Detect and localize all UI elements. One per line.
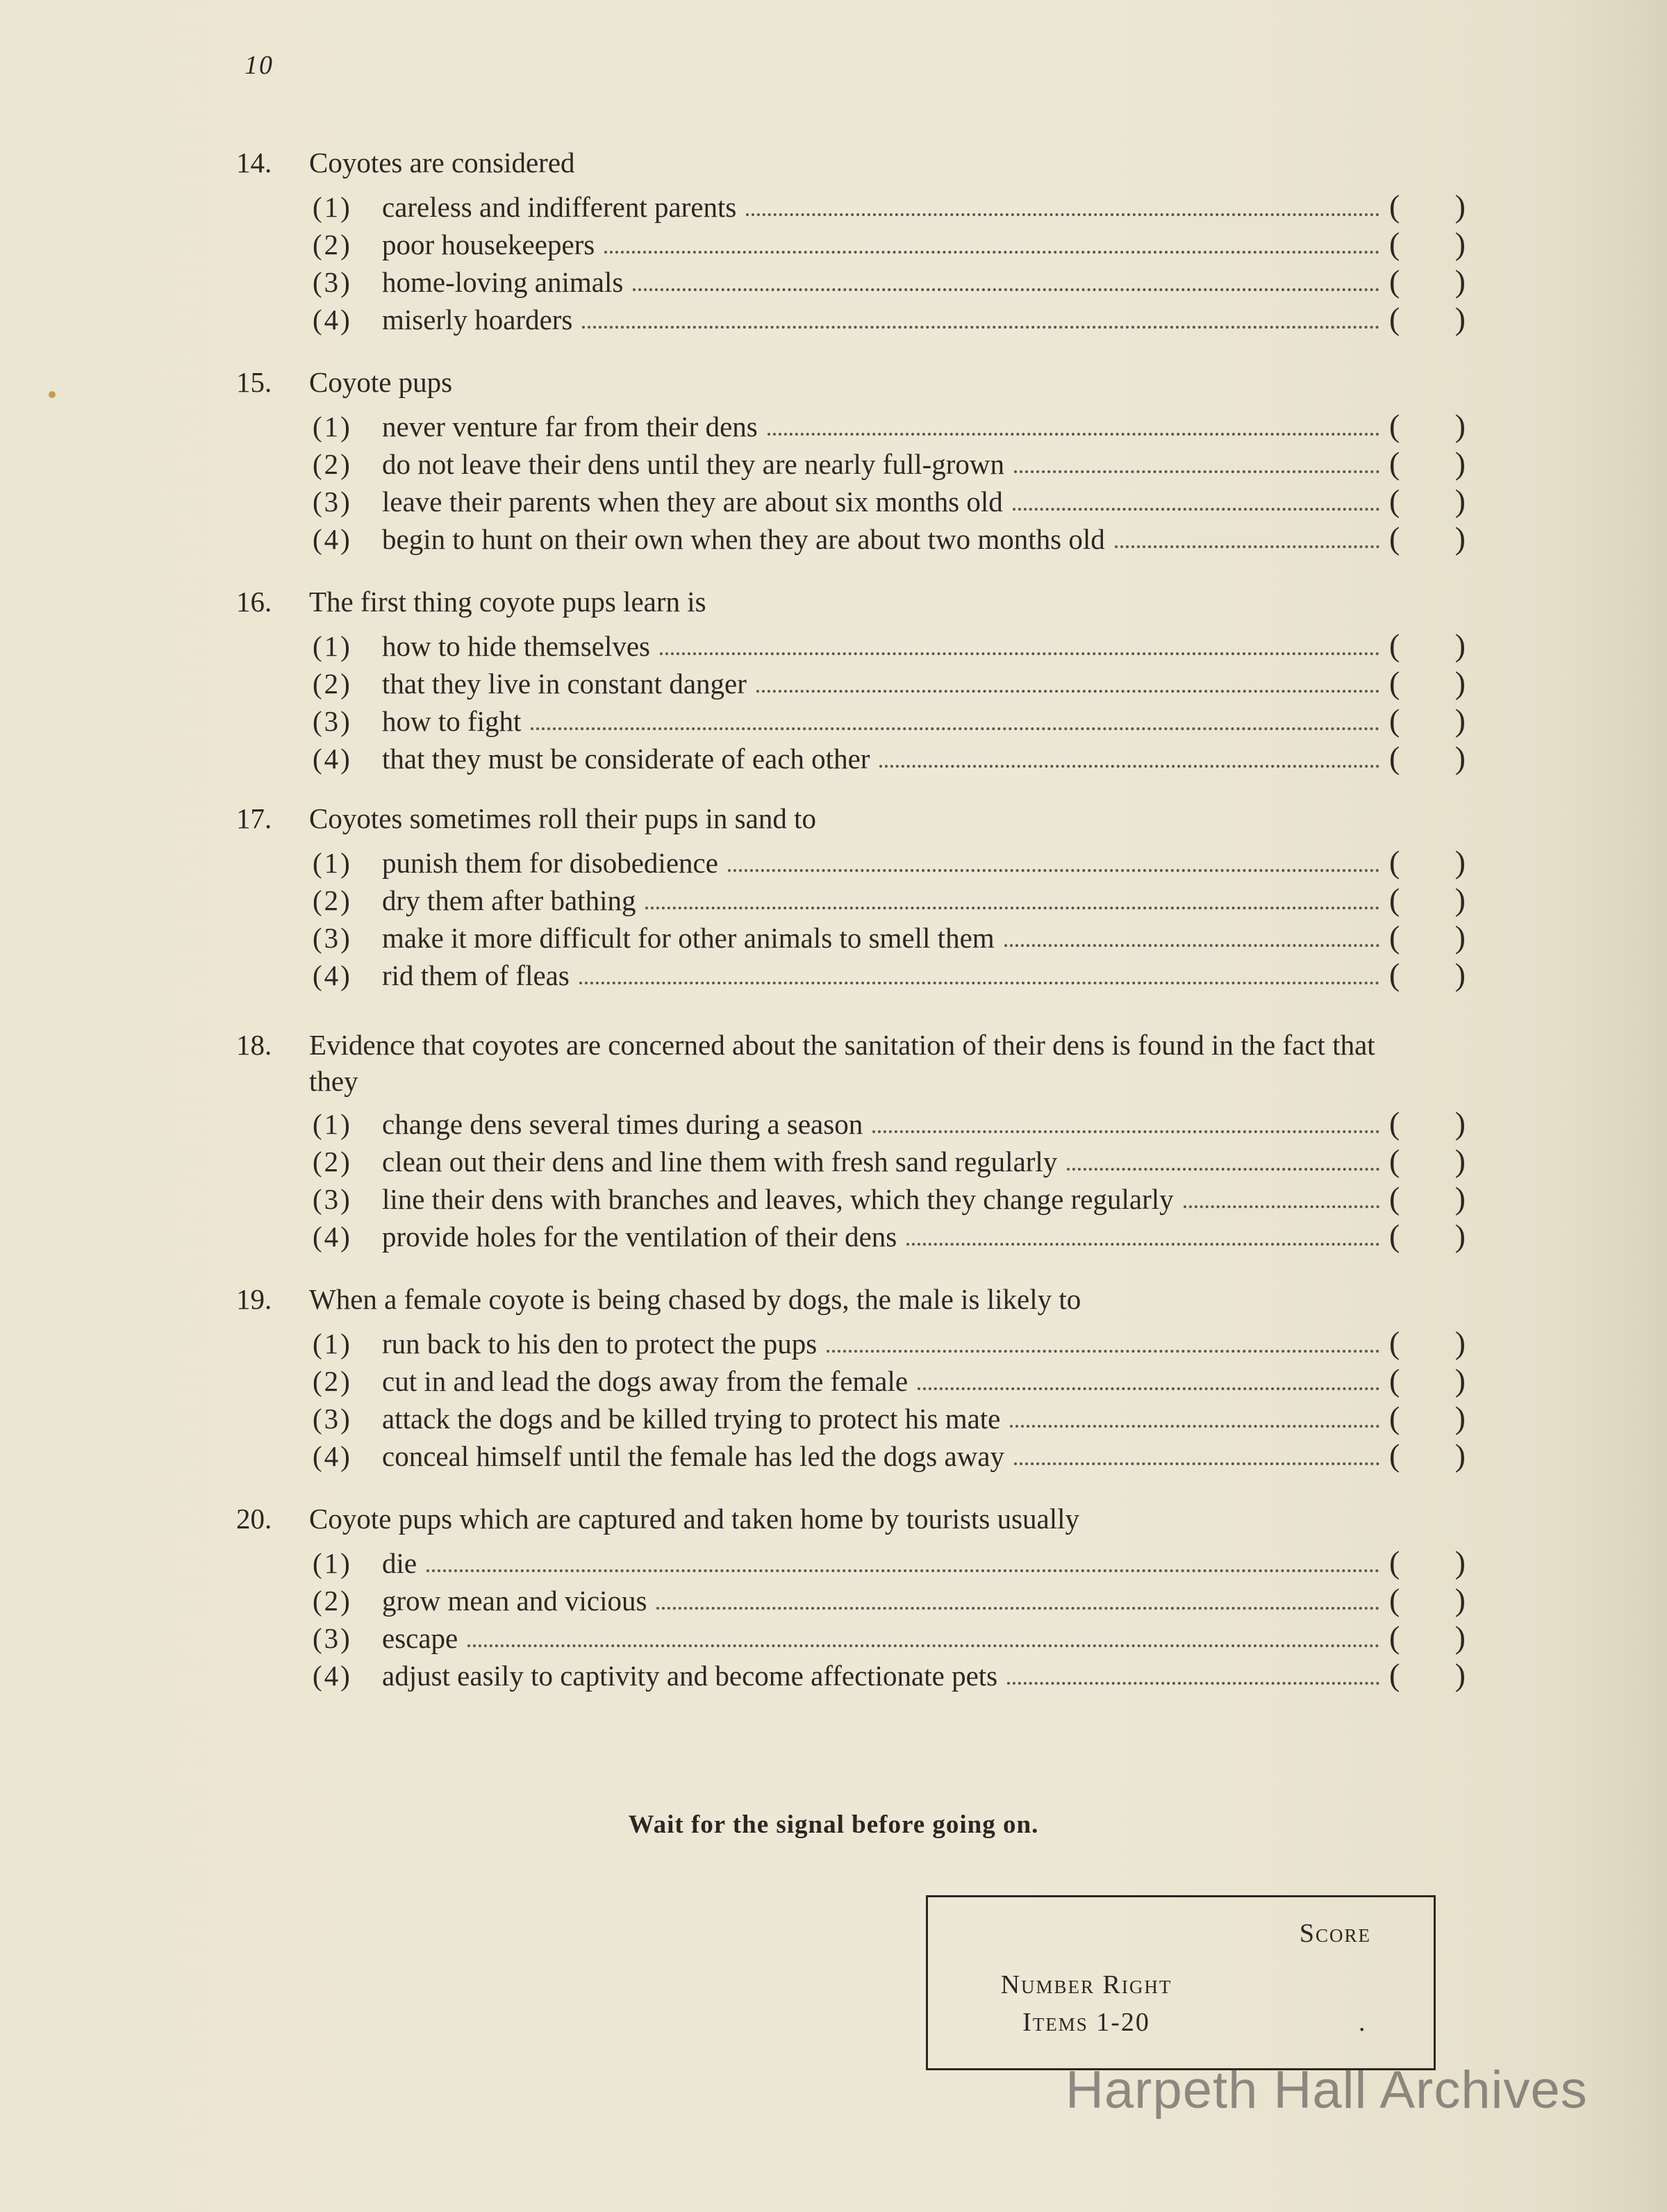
option-label: (1): [313, 411, 352, 443]
option-text: how to hide themselves: [382, 630, 651, 662]
answer-blank[interactable]: ( ): [1389, 263, 1466, 299]
option-row[interactable]: [313, 1105, 1466, 1142]
dot-leader: [1014, 1462, 1379, 1465]
dot-leader: [768, 433, 1379, 436]
option-row[interactable]: [313, 627, 1466, 664]
option-row[interactable]: [313, 300, 1466, 338]
dot-leader: [1007, 1682, 1379, 1685]
option-label: (2): [313, 1365, 352, 1397]
question-stem: [236, 364, 1486, 400]
option-label: (1): [313, 1547, 352, 1579]
option-text: escape: [382, 1622, 458, 1654]
option-text: do not leave their dens until they are nearly full-grown: [382, 448, 1005, 480]
dot-leader: [645, 907, 1379, 909]
option-label: (3): [313, 1183, 352, 1215]
question-text: Evidence that coyotes are concerned about the sanitation of their dens is found in the fact that they: [309, 1029, 1375, 1097]
answer-blank[interactable]: ( ): [1389, 1180, 1466, 1216]
question-text: Coyote pups which are captured and taken home by tourists usually: [309, 1503, 1080, 1535]
option-row[interactable]: [313, 739, 1466, 777]
answer-blank[interactable]: ( ): [1389, 1218, 1466, 1253]
option-row[interactable]: [313, 702, 1466, 739]
option-row[interactable]: [313, 1324, 1466, 1362]
answer-blank[interactable]: ( ): [1389, 1437, 1466, 1473]
option-row[interactable]: [313, 188, 1466, 225]
option-label: (4): [313, 1660, 352, 1692]
dot-leader: [656, 1607, 1379, 1610]
option-text: begin to hunt on their own when they are about two months old: [382, 523, 1105, 555]
question-18: [236, 1027, 1486, 1253]
dot-leader: [1004, 944, 1379, 947]
score-box: [926, 1895, 1436, 2070]
question-16: [236, 584, 1486, 775]
option-row[interactable]: [313, 1437, 1466, 1474]
archive-watermark: Harpeth Hall Archives: [1065, 2061, 1588, 2120]
option-row[interactable]: [313, 843, 1466, 881]
items-range-label: Items 1-20: [1022, 2008, 1150, 2037]
answer-blank[interactable]: ( ): [1389, 1105, 1466, 1141]
option-row[interactable]: [313, 263, 1466, 300]
question-20: [236, 1501, 1486, 1692]
dot-leader: [728, 869, 1379, 872]
question-number: 15.: [236, 366, 272, 398]
option-row[interactable]: [313, 225, 1466, 263]
option-label: (1): [313, 191, 352, 223]
option-text: run back to his den to protect the pups: [382, 1328, 818, 1360]
question-number: 14.: [236, 147, 272, 179]
score-blank[interactable]: .: [1359, 2008, 1366, 2037]
question-15: [236, 364, 1486, 556]
option-label: (2): [313, 229, 352, 261]
option-text: die: [382, 1547, 417, 1579]
dot-leader: [918, 1387, 1379, 1390]
answer-blank[interactable]: ( ): [1389, 1544, 1466, 1580]
question-text: Coyote pups: [309, 366, 453, 398]
answer-blank[interactable]: ( ): [1389, 919, 1466, 955]
option-row[interactable]: [313, 918, 1466, 956]
option-text: provide holes for the ventilation of their dens: [382, 1221, 897, 1253]
dot-leader: [531, 727, 1379, 730]
dot-leader: [1014, 470, 1379, 473]
dot-leader: [1010, 1425, 1379, 1428]
option-label: (4): [313, 1440, 352, 1472]
option-text: careless and indifferent parents: [382, 191, 737, 223]
answer-blank[interactable]: ( ): [1389, 1143, 1466, 1178]
option-label: (3): [313, 922, 352, 954]
dot-leader: [467, 1644, 1379, 1647]
question-stem: [236, 145, 1486, 181]
option-label: (2): [313, 668, 352, 700]
option-label: (2): [313, 448, 352, 480]
dot-leader: [604, 251, 1379, 254]
answer-blank[interactable]: ( ): [1389, 226, 1466, 261]
option-text: rid them of fleas: [382, 959, 570, 991]
answer-blank[interactable]: ( ): [1389, 665, 1466, 700]
dot-leader: [879, 765, 1379, 768]
answer-blank[interactable]: ( ): [1389, 520, 1466, 556]
option-label: (3): [313, 266, 352, 298]
wait-signal-instruction: Wait for the signal before going on.: [628, 1810, 1039, 1839]
option-label: (4): [313, 304, 352, 336]
question-text: Coyotes are considered: [309, 147, 575, 179]
option-row[interactable]: [313, 1399, 1466, 1437]
score-title: Score: [1299, 1919, 1371, 1948]
option-text: attack the dogs and be killed trying to protect his mate: [382, 1403, 1001, 1435]
question-number: 20.: [236, 1503, 272, 1535]
option-label: (3): [313, 1403, 352, 1435]
answer-blank[interactable]: ( ): [1389, 1325, 1466, 1360]
question-stem: [236, 800, 1486, 836]
dot-leader: [906, 1243, 1379, 1246]
option-row[interactable]: [313, 520, 1466, 557]
answer-blank[interactable]: ( ): [1389, 408, 1466, 443]
option-text: clean out their dens and line them with fresh sand regularly: [382, 1146, 1058, 1178]
question-number: 16.: [236, 586, 272, 618]
option-label: (1): [313, 1108, 352, 1140]
dot-leader: [1184, 1205, 1379, 1208]
option-row[interactable]: [313, 881, 1466, 918]
option-label: (3): [313, 486, 352, 518]
dot-leader: [1067, 1168, 1379, 1171]
option-row[interactable]: [313, 1142, 1466, 1180]
dot-leader: [633, 288, 1379, 291]
option-row[interactable]: [313, 956, 1466, 993]
option-row[interactable]: [313, 1362, 1466, 1399]
dot-leader: [582, 326, 1379, 329]
option-row[interactable]: [313, 1217, 1466, 1255]
dot-leader: [579, 982, 1379, 984]
option-text: cut in and lead the dogs away from the female: [382, 1365, 909, 1397]
option-text: line their dens with branches and leaves, which they change regularly: [382, 1183, 1174, 1215]
question-number: 19.: [236, 1283, 272, 1315]
option-text: that they live in constant danger: [382, 668, 747, 700]
option-text: dry them after bathing: [382, 884, 636, 916]
option-text: change dens several times during a season: [382, 1108, 863, 1140]
option-text: adjust easily to captivity and become affectionate pets: [382, 1660, 998, 1692]
question-number: 18.: [236, 1029, 272, 1061]
answer-blank[interactable]: ( ): [1389, 483, 1466, 518]
question-number: 17.: [236, 802, 272, 834]
option-row[interactable]: [313, 445, 1466, 482]
answer-blank[interactable]: ( ): [1389, 1619, 1466, 1655]
answer-blank[interactable]: ( ): [1389, 1362, 1466, 1398]
option-label: (4): [313, 523, 352, 555]
dot-leader: [872, 1130, 1379, 1133]
answer-blank[interactable]: ( ): [1389, 301, 1466, 336]
option-label: (3): [313, 1622, 352, 1654]
option-row[interactable]: [313, 1656, 1466, 1694]
answer-blank[interactable]: ( ): [1389, 1657, 1466, 1692]
answer-blank[interactable]: ( ): [1389, 1582, 1466, 1617]
option-text: punish them for disobedience: [382, 847, 718, 879]
option-text: never venture far from their dens: [382, 411, 758, 443]
answer-blank[interactable]: ( ): [1389, 957, 1466, 992]
question-17: [236, 800, 1486, 992]
dot-leader: [756, 690, 1379, 693]
page-number: 10: [244, 51, 274, 80]
option-text: grow mean and vicious: [382, 1585, 647, 1617]
dot-leader: [1115, 545, 1379, 548]
option-label: (2): [313, 1585, 352, 1617]
option-text: leave their parents when they are about six months old: [382, 486, 1003, 518]
option-row[interactable]: [313, 482, 1466, 520]
question-text: Coyotes sometimes roll their pups in sand to: [309, 802, 816, 834]
option-text: miserly hoarders: [382, 304, 573, 336]
option-row[interactable]: [313, 1180, 1466, 1217]
option-label: (1): [313, 630, 352, 662]
option-label: (1): [313, 847, 352, 879]
answer-blank[interactable]: ( ): [1389, 844, 1466, 880]
option-label: (4): [313, 959, 352, 991]
question-stem: [236, 584, 1486, 620]
answer-blank[interactable]: ( ): [1389, 740, 1466, 775]
option-label: (1): [313, 1328, 352, 1360]
dot-leader: [746, 213, 1379, 216]
option-text: home-loving animals: [382, 266, 624, 298]
option-text: make it more difficult for other animals to smell them: [382, 922, 995, 954]
question-text: The first thing coyote pups learn is: [309, 586, 706, 618]
option-row[interactable]: [313, 1581, 1466, 1619]
answer-blank[interactable]: ( ): [1389, 188, 1466, 224]
option-label: (4): [313, 743, 352, 775]
question-14: [236, 145, 1486, 336]
answer-blank[interactable]: ( ): [1389, 627, 1466, 663]
option-text: conceal himself until the female has led the dogs away: [382, 1440, 1004, 1472]
answer-blank[interactable]: ( ): [1389, 445, 1466, 481]
question-stem: [236, 1501, 1486, 1537]
question-stem: [236, 1281, 1486, 1317]
dot-leader: [426, 1569, 1379, 1572]
dot-leader: [827, 1350, 1379, 1353]
option-label: (2): [313, 1146, 352, 1178]
answer-blank[interactable]: ( ): [1389, 1400, 1466, 1435]
option-row[interactable]: [313, 407, 1466, 445]
dot-leader: [660, 652, 1379, 655]
question-text: When a female coyote is being chased by dogs, the male is likely to: [309, 1283, 1081, 1315]
option-text: how to fight: [382, 705, 522, 737]
dot-leader: [1013, 508, 1379, 511]
option-label: (4): [313, 1221, 352, 1253]
option-row[interactable]: [313, 1544, 1466, 1581]
answer-blank[interactable]: ( ): [1389, 702, 1466, 738]
option-label: (3): [313, 705, 352, 737]
number-right-label: Number Right: [1000, 1970, 1172, 1999]
question-19: [236, 1281, 1486, 1473]
option-row[interactable]: [313, 664, 1466, 702]
option-label: (2): [313, 884, 352, 916]
answer-blank[interactable]: ( ): [1389, 882, 1466, 917]
question-stem: [236, 1027, 1486, 1099]
option-text: that they must be considerate of each other: [382, 743, 870, 775]
option-text: poor housekeepers: [382, 229, 595, 261]
stray-ink-mark: [49, 391, 56, 398]
option-row[interactable]: [313, 1619, 1466, 1656]
